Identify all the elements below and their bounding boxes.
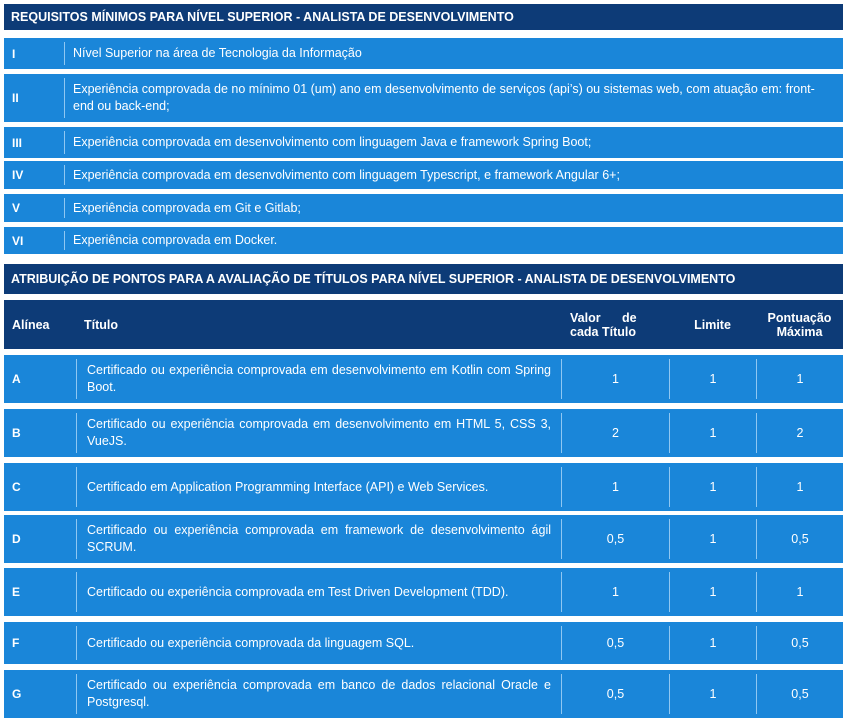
- alinea-cell: B: [12, 426, 21, 440]
- requirement-number: V: [12, 201, 21, 215]
- alinea-cell: D: [12, 532, 21, 546]
- limite-cell: 1: [669, 359, 756, 399]
- table-row: [4, 409, 843, 457]
- requirement-row: [4, 161, 843, 189]
- requirement-text: Experiência comprovada em desenvolvimento com linguagem Java e framework Spring Boot;: [73, 135, 592, 149]
- limite-cell: 1: [669, 467, 756, 507]
- titulo-cell: [76, 622, 562, 664]
- column-header-valor: [562, 300, 669, 349]
- pontuacao-cell: 0,5: [756, 519, 843, 559]
- pontuacao-line2: Máxima: [776, 324, 823, 339]
- requirement-text: [65, 81, 843, 115]
- pontuacao-cell: 0,5: [756, 674, 843, 714]
- valor-cell: 1: [612, 585, 619, 599]
- titulo-cell: [76, 463, 562, 511]
- pontuacao-cell: 1: [756, 572, 843, 612]
- requirement-text-part: Experiência comprovada de no mínimo 01 (um) ano em desenvolvimento de serviços (api’s) ou sistemas web, com atuação em: front-end ou back-end;: [73, 82, 815, 113]
- table-row: [4, 355, 843, 403]
- pontuacao-cell: 1: [756, 467, 843, 507]
- valor-word: Valor de: [570, 310, 637, 325]
- requirement-text: Experiência comprovada em desenvolvimento com linguagem Typescript, e framework Angular 6+;: [73, 167, 620, 182]
- alinea-cell: A: [12, 372, 21, 386]
- table-row: [4, 622, 843, 664]
- column-header-pontuacao: [756, 300, 843, 349]
- requirement-text: Experiência comprovada em Docker.: [73, 233, 278, 247]
- alinea-cell: C: [12, 480, 21, 494]
- requirement-row: [4, 38, 843, 69]
- requirement-text: Experiência comprovada em Git e Gitlab;: [73, 200, 301, 215]
- titulo-text: Certificado ou experiência comprovada em Test Driven Development (TDD).: [76, 572, 562, 612]
- limite-cell: 1: [669, 626, 756, 660]
- limite-cell: 1: [669, 674, 756, 714]
- valor-line2: cada Título: [570, 324, 636, 339]
- pontuacao-cell: 1: [756, 359, 843, 399]
- titulo-text: Certificado ou experiência comprovada em desenvolvimento em Kotlin com Spring Boot.: [76, 359, 562, 399]
- requirement-text: Nível Superior na área de Tecnologia da Informação: [73, 46, 362, 60]
- titulo-cell: [76, 568, 562, 616]
- table-row: [4, 670, 843, 718]
- requirement-row: [4, 194, 843, 222]
- limite-cell: 1: [669, 519, 756, 559]
- column-header-limite: Limite: [694, 317, 731, 332]
- titulo-cell: [76, 670, 562, 718]
- requirement-row: [4, 74, 843, 122]
- valor-cell: 0,5: [606, 687, 625, 701]
- points-header: [4, 264, 843, 294]
- column-header-alinea: Alínea: [12, 317, 50, 332]
- titulo-text: Certificado ou experiência comprovada em framework de desenvolvimento ágil SCRUM.: [76, 519, 562, 559]
- requirements-header-text: REQUISITOS MÍNIMOS PARA NÍVEL SUPERIOR - ANALISTA DE DESENVOLVIMENTO: [11, 10, 514, 24]
- requirement-number: III: [12, 135, 23, 150]
- pontuacao-line1: Pontuação: [767, 310, 832, 325]
- valor-cell: 1: [612, 372, 619, 386]
- table-row: [4, 568, 843, 616]
- limite-cell: 1: [669, 413, 756, 453]
- alinea-cell: F: [12, 636, 20, 650]
- requirement-number: I: [12, 46, 16, 61]
- requirement-row: [4, 127, 843, 158]
- pontuacao-cell: 0,5: [756, 626, 843, 660]
- table-row: [4, 463, 843, 511]
- column-header-titulo: Título: [84, 317, 119, 332]
- points-header-text: ATRIBUIÇÃO DE PONTOS PARA A AVALIAÇÃO DE TÍTULOS PARA NÍVEL SUPERIOR - ANALISTA DE DESENVOLVIMENTO: [11, 272, 736, 286]
- requirement-row: [4, 227, 843, 254]
- alinea-cell: G: [12, 687, 22, 701]
- titulo-cell: [76, 409, 562, 457]
- titulo-text: Certificado ou experiência comprovada em banco de dados relacional Oracle e Postgresql.: [76, 674, 562, 714]
- requirements-header: [4, 4, 843, 30]
- requirement-number: VI: [12, 233, 24, 248]
- table-row: [4, 515, 843, 563]
- titulo-cell: [76, 355, 562, 403]
- titulo-text: Certificado ou experiência comprovada em desenvolvimento em HTML 5, CSS 3, VueJS.: [76, 413, 562, 453]
- limite-cell: 1: [669, 572, 756, 612]
- valor-cell: 0,5: [606, 636, 625, 650]
- alinea-cell: E: [12, 585, 21, 599]
- valor-cell: 1: [612, 480, 619, 494]
- titulo-text: Certificado ou experiência comprovada da linguagem SQL.: [76, 626, 562, 660]
- titulo-cell: [76, 515, 562, 563]
- valor-cell: 2: [612, 426, 619, 440]
- points-table-header: [4, 300, 843, 349]
- requirement-number: IV: [12, 168, 24, 182]
- pontuacao-cell: 2: [756, 413, 843, 453]
- titulo-text: Certificado em Application Programming Interface (API) e Web Services.: [76, 467, 562, 507]
- valor-cell: 0,5: [606, 532, 625, 546]
- requirement-number: II: [12, 91, 19, 105]
